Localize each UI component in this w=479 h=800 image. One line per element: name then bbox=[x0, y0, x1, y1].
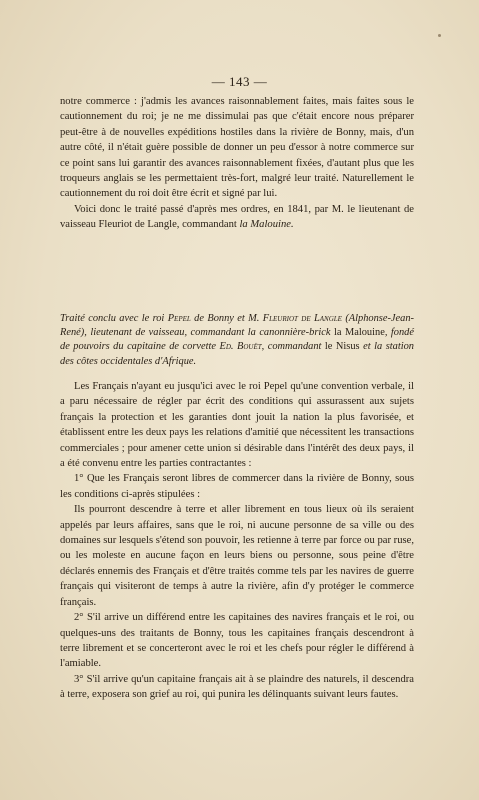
page-number: — 143 — bbox=[211, 74, 268, 89]
paragraph-commerce: notre commerce : j'admis les avances raisonnablement faites, mais faites sous le cautionnement du roi; je ne me dissimulai pas que c'était encore nous préparer peut-être à de nouvelles expéditions hostiles dans la rivière de Bonny, mais, d'un autre côté, il n'était guère possible de donner un peu d'essor à notre commerce sur ce point sans lui garantir des avances raisonnablement fixées, d'autant plus que les troqueurs anglais se les permettaient très-fort, malgré leur traité. Naturellement le cautionnement du roi doit être écrit et signé par lui. bbox=[60, 96, 414, 200]
ship-name-malouine: la Malouine. bbox=[239, 219, 294, 231]
heading-text-1: Traité conclu avec le roi bbox=[60, 313, 168, 324]
paragraph-article-2: 2° S'il arrive un différend entre les capitaines des navires français et le roi, ou quelques-uns des traitants de Bonny, tous les capitaines français descendront à terre librement et se concerteront avec le roi et les chefs pour régler le différend à l'amiable. bbox=[60, 612, 414, 670]
heading-text-3: (Alphonse-Jean-René), lieutenant de vaisseau, commandant la canonnière-brick bbox=[60, 313, 414, 339]
heading-name-pepel: Pepel bbox=[167, 313, 191, 324]
heading-name-bouet: Ed. Bouët bbox=[219, 341, 262, 353]
paragraph-article-1: 1° Que les Français seront libres de commercer dans la rivière de Bonny, sous les conditions ci-après stipulées : bbox=[60, 473, 414, 500]
heading-text-2: de Bonny et M. bbox=[190, 313, 263, 324]
heading-text-6: et la station des côtes occidentales d'Afrique. bbox=[60, 341, 414, 367]
treaty-intro-text: Voici donc le traité passé d'après mes ordres, en 1841, par M. le lieutenant de vaisseau Fleuriot de Langle, commandant bbox=[60, 203, 414, 231]
heading-name-fleuriot: Fleuriot de Langle bbox=[262, 313, 342, 324]
paragraph-article-3: 3° S'il arrive qu'un capitaine français ait à se plaindre des naturels, il descendra à terre, exposera son grief au roi, qui punira les délinquants suivant leurs fautes. bbox=[60, 673, 414, 701]
paragraph-preamble: Les Français n'ayant eu jusqu'ici avec le roi Pepel qu'une convention verbale, il a paru nécessaire de régler par écrit des conditions qui assurassent aux sujets français la protection et les garanties dont jouit la nation la plus favorisée, et établissent entre les deux pays les relations d'amitié que nécessitent les transactions commerciales ; pour amener cette union si désirable dans l'intérêt des deux pays, il a été convenu entre les parties contractantes : bbox=[60, 381, 414, 470]
opening-text-block bbox=[60, 94, 414, 233]
heading-ship-nisus: le Nisus bbox=[324, 341, 360, 353]
treaty-heading bbox=[60, 312, 414, 369]
heading-text-4: , fondé de pouvoirs du capitaine de corvette bbox=[60, 327, 414, 353]
paragraph-treaty-intro bbox=[60, 202, 414, 233]
heading-text-5: , commandant bbox=[261, 341, 325, 353]
treaty-text-block bbox=[60, 379, 414, 703]
paragraph-article-1-detail: Ils pourront descendre à terre et aller librement en tous lieux où ils seraient appelés par leurs affaires, sans que le roi, ni aucune personne de sa ville ou des domaines sur lesquels s'étend son pouvoir, les retienne à terre par force ou par ruse, ou les moleste en aucune façon en leurs biens ou personne, sous peine d'être déclarés ennemis des Français et d'être traités comme tels par les navires de guerre français qui visiteront de temps à autre la rivière, afin d'y protéger le commerce français. bbox=[60, 504, 414, 608]
paper-speck bbox=[438, 34, 441, 37]
heading-ship-malouine: la Malouine bbox=[333, 327, 385, 339]
